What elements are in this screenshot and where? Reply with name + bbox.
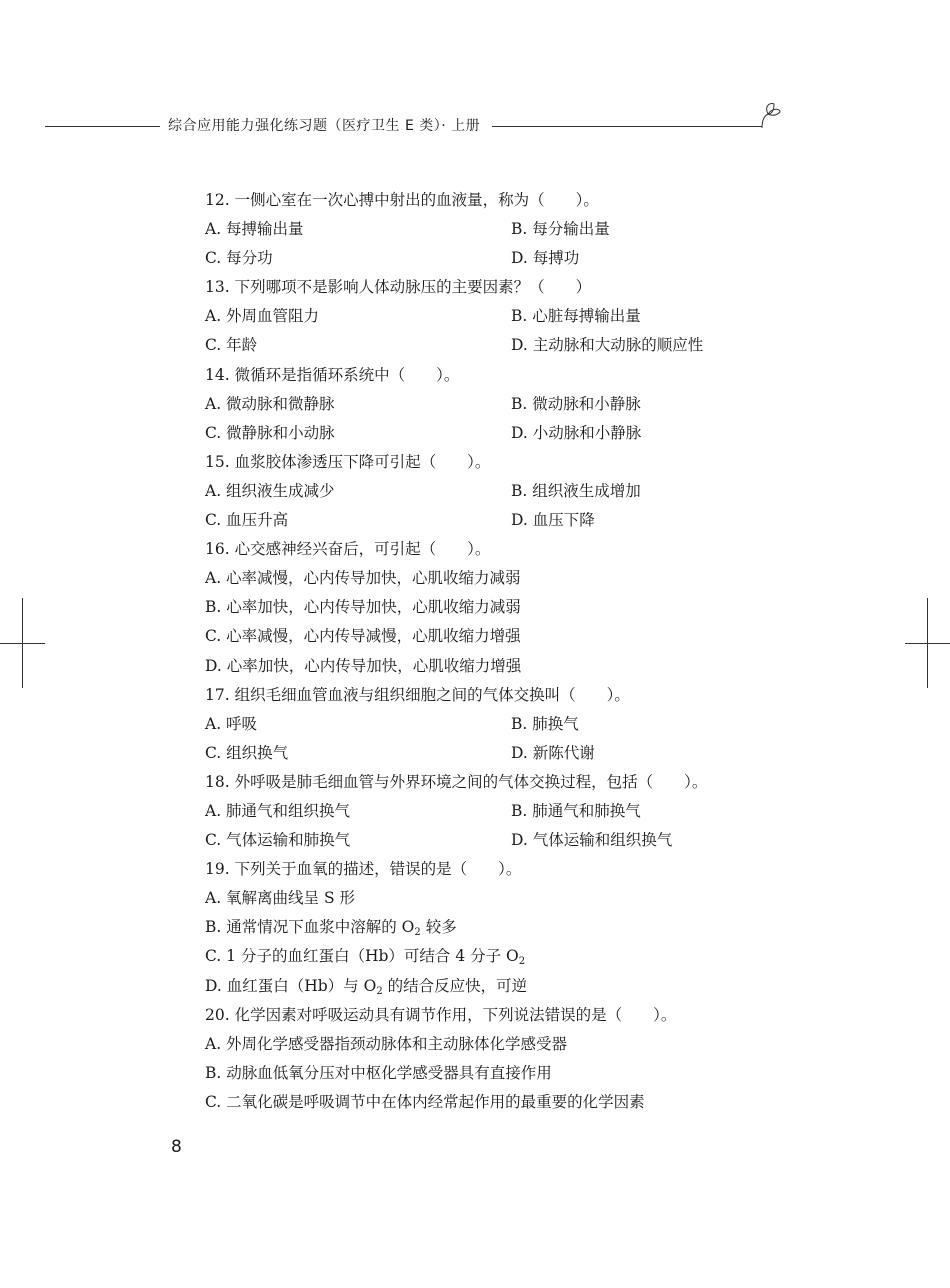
question-list — [205, 186, 825, 1117]
option-right: B. 组织液生成增加 — [511, 481, 641, 500]
option-left: A. 每搏输出量 — [205, 220, 304, 239]
option-right: B. 肺换气 — [511, 714, 579, 733]
option-row — [205, 506, 825, 535]
option-row — [205, 477, 825, 506]
option-left: A. 呼吸 — [205, 714, 258, 733]
option-right: D. 小动脉和小静脉 — [511, 423, 642, 442]
option-line: C. 二氧化碳是呼吸调节中在体内经常起作用的最重要的化学因素 — [205, 1092, 645, 1111]
option-line: A. 心率减慢，心内传导加快，心肌收缩力减弱 — [205, 569, 521, 588]
running-header-title: 综合应用能力强化练习题（医疗卫生 E 类）· 上册 — [168, 118, 481, 134]
header-rule-right — [492, 126, 762, 127]
subscript: 2 — [376, 985, 383, 997]
text-before-subscript: C. 1 分子的血红蛋白（Hb）可结合 4 分子 O — [205, 947, 519, 966]
option-row — [205, 419, 825, 448]
option-row — [205, 331, 825, 360]
option-right: B. 微动脉和小静脉 — [511, 394, 641, 413]
option-right: B. 每分输出量 — [511, 220, 610, 239]
option-right: D. 新陈代谢 — [511, 743, 595, 762]
text-before-subscript: B. 通常情况下血浆中溶解的 O — [205, 918, 415, 937]
subscript: 2 — [518, 956, 526, 968]
option-left: C. 每分功 — [205, 249, 273, 268]
option-row — [205, 390, 825, 419]
option-row — [205, 302, 825, 331]
crop-mark-right-h — [905, 643, 950, 644]
option-left: A. 微动脉和微静脉 — [205, 394, 335, 413]
option-right: B. 心脏每搏输出量 — [511, 307, 641, 326]
option-right: D. 主动脉和大动脉的顺应性 — [511, 336, 704, 355]
crop-mark-left-h — [0, 643, 45, 644]
header-rule-left — [45, 126, 160, 127]
question-stem: 18. 外呼吸是肺毛细血管与外界环境之间的气体交换过程，包括（ ）。 — [205, 772, 708, 791]
option-line: A. 氧解离曲线呈 S 形 — [205, 889, 356, 908]
question-stem: 16. 心交感神经兴奋后，可引起（ ）。 — [205, 540, 491, 559]
option-left: C. 组织换气 — [205, 743, 289, 762]
option-line: B. 心率加快，心内传导加快，心肌收缩力减弱 — [205, 598, 521, 617]
option-right: D. 每搏功 — [511, 249, 580, 268]
text-after-subscript: 较多 — [420, 918, 457, 937]
option-right: D. 气体运输和组织换气 — [511, 831, 673, 850]
option-line — [205, 942, 825, 971]
text-after-subscript: 的结合反应快，可逆 — [382, 976, 528, 995]
option-row — [205, 739, 825, 768]
question-stem: 15. 血浆胶体渗透压下降可引起（ ）。 — [205, 452, 491, 471]
option-left: C. 气体运输和肺换气 — [205, 831, 351, 850]
option-left: A. 外周血管阻力 — [205, 307, 320, 326]
sprout-leaf-icon — [752, 100, 782, 130]
question-stem: 14. 微循环是指循环系统中（ ）。 — [205, 365, 460, 384]
text-before-subscript: D. 血红蛋白（Hb）与 O — [205, 976, 377, 995]
option-right: B. 肺通气和肺换气 — [511, 801, 641, 820]
option-row — [205, 797, 825, 826]
option-left: A. 组织液生成减少 — [205, 481, 335, 500]
option-left: C. 血压升高 — [205, 511, 289, 530]
option-row — [205, 215, 825, 244]
option-row — [205, 710, 825, 739]
page-number: 8 — [171, 1137, 182, 1157]
option-line: D. 心率加快，心内传导加快，心肌收缩力增强 — [205, 656, 522, 675]
question-stem: 12. 一侧心室在一次心搏中射出的血液量，称为（ ）。 — [205, 191, 599, 209]
option-left: A. 肺通气和组织换气 — [205, 801, 351, 820]
question-stem: 20. 化学因素对呼吸运动具有调节作用，下列说法错误的是（ ）。 — [205, 1005, 677, 1024]
option-line — [205, 913, 825, 942]
option-line: B. 动脉血低氧分压对中枢化学感受器具有直接作用 — [205, 1063, 552, 1082]
option-row — [205, 826, 825, 855]
question-stem: 17. 组织毛细血管血液与组织细胞之间的气体交换叫（ ）。 — [205, 685, 630, 704]
question-stem: 13. 下列哪项不是影响人体动脉压的主要因素？（ ） — [205, 278, 592, 297]
option-line: A. 外周化学感受器指颈动脉体和主动脉体化学感受器 — [205, 1034, 568, 1053]
subscript: 2 — [414, 927, 421, 939]
question-stem: 19. 下列关于血氧的描述，错误的是（ ）。 — [205, 860, 522, 879]
option-left: C. 年龄 — [205, 336, 258, 355]
option-right: D. 血压下降 — [511, 511, 595, 530]
option-row — [205, 244, 825, 273]
option-line — [205, 972, 825, 1001]
option-line: C. 心率减慢，心内传导减慢，心肌收缩力增强 — [205, 627, 521, 646]
option-left: C. 微静脉和小动脉 — [205, 423, 335, 442]
